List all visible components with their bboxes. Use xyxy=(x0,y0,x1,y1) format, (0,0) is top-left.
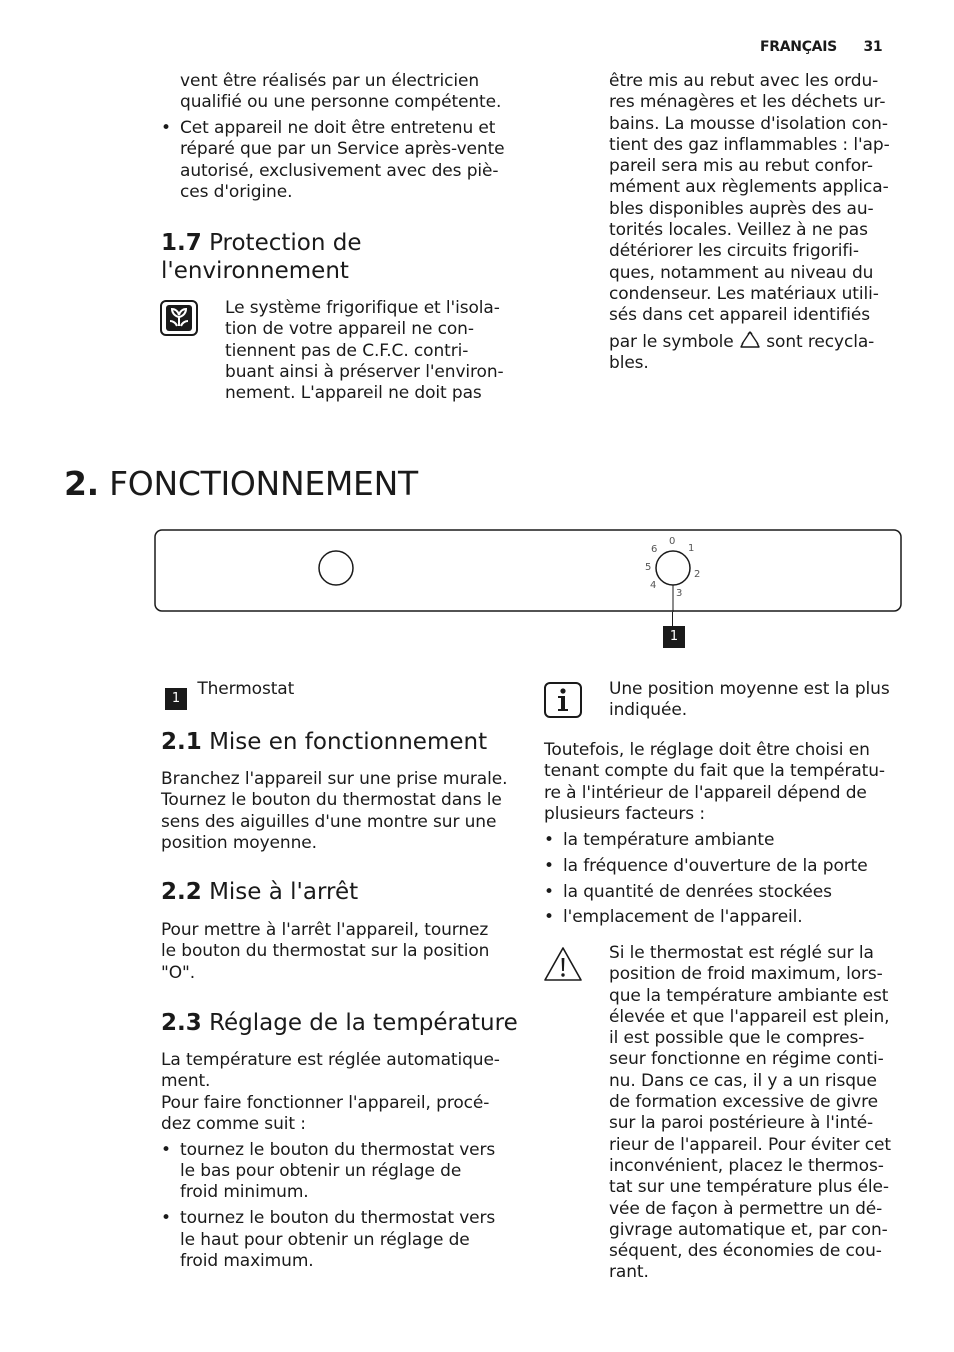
section-2-3-body xyxy=(161,1050,531,1272)
legend xyxy=(165,679,294,710)
section-2-3-heading xyxy=(161,1009,518,1037)
line-to-callout xyxy=(672,612,673,626)
section-2-2-text: Pour mettre à l'arrêt l'appareil, tournez le bouton du thermostat sur la position "O". xyxy=(161,920,490,983)
environment-recycle-icon xyxy=(160,300,198,336)
page-header xyxy=(760,39,882,55)
section-2-3-title: Réglage de la température xyxy=(209,1010,518,1036)
chapter-2-title: FONCTIONNEMENT xyxy=(109,464,418,503)
section-1-7-title: Protection de l'environnement xyxy=(161,230,362,284)
dial-number-6: 6 xyxy=(651,544,658,555)
dial-number-4: 4 xyxy=(650,580,657,591)
factors-list xyxy=(544,830,904,929)
section-2-2-title: Mise à l'arrêt xyxy=(209,879,359,905)
header-page-number: 31 xyxy=(863,39,883,55)
list-item: • l'emplacement de l'appareil. xyxy=(544,907,904,928)
section-1-7-heading xyxy=(161,229,361,285)
section-2-2-number: 2.2 xyxy=(161,879,202,905)
list-item: • la température ambiante xyxy=(544,830,904,851)
dial-number-3: 3 xyxy=(676,588,683,599)
recycle-icon xyxy=(739,330,761,350)
chapter-2-number: 2. xyxy=(64,464,99,503)
section-2-1-number: 2.1 xyxy=(161,729,202,755)
section-2-3-text: La température est réglée automatique- ment. Pour faire fonctionner l'appareil, procé- dez comme suit : xyxy=(161,1050,500,1134)
dial-number-5: 5 xyxy=(645,562,652,573)
list-item: • la fréquence d'ouverture de la porte xyxy=(544,856,904,877)
dial-number-2: 2 xyxy=(694,569,701,580)
dial-number-0: 0 xyxy=(669,536,676,547)
continued-paragraph: vent être réalisés par un électricien qualifié ou une personne compétente. xyxy=(180,71,502,113)
dial-number-1: 1 xyxy=(688,543,695,554)
right-main-block xyxy=(544,740,904,933)
section-2-1-text: Branchez l'appareil sur une prise murale. Tournez le bouton du thermostat dans le sens des aiguilles d'une montre sur une position moyenne. xyxy=(161,769,508,853)
legend-label: Thermostat xyxy=(197,679,295,699)
symbol-line-after: sont recycla- xyxy=(766,331,875,352)
section-2-3-number: 2.3 xyxy=(161,1010,202,1036)
diagram-callout-1: 1 xyxy=(663,626,685,648)
legend-number: 1 xyxy=(165,688,187,710)
section-2-2-heading xyxy=(161,878,358,906)
header-language: FRANÇAIS xyxy=(760,39,837,55)
info-icon xyxy=(544,682,582,718)
warning-note-text: Si le thermostat est réglé sur la position de froid maximum, lors- que la température ambiante est élevée et que l'appareil est plein, il est possible que le compres- seur fonctionne en régime conti- nu. Dans ce cas, il y a un risque de formation excessive de givre sur la paroi postérieure à l'inté- rieur de l'appareil. Pour éviter cet inconvénient, placez le thermos- tat sur une température plus éle- vée de façon à permettre un dé- givrage automatique et, par con- séquent, des économies de cou- rant. xyxy=(609,943,891,1283)
list-item: • la quantité de denrées stockées xyxy=(544,882,904,903)
right-top-text: être mis au rebut avec les ordu- res ménagères et les déchets ur- bains. La mousse d'isolation con- tient des gaz inflammables : l'ap- pareil sera mis au rebut confor- mément aux règlements applica- bles disponibles auprès des au- torités locales. Veillez à ne pas détériorer les circuits frigorifi- ques, notamment au niveau du condenseur. Les matériaux utili- sés dans cet appareil identifiés xyxy=(609,71,890,326)
right-top-block xyxy=(609,71,909,374)
chapter-2-heading xyxy=(64,462,418,506)
section-1-7-text: Le système frigorifique et l'isola- tion de votre appareil ne con- tiennent pas de C.F.C. contri- buant ainsi à préserver l'environ- nement. L'appareil ne doit pas xyxy=(225,298,504,404)
section-2-1-title: Mise en fonctionnement xyxy=(209,729,488,755)
list-item: • Cet appareil ne doit être entretenu et réparé que par un Service après-vente autorisé, exclusivement avec des piè- ces d'origine. xyxy=(161,118,521,203)
list-item: • tournez le bouton du thermostat vers le bas pour obtenir un réglage de froid minimum. xyxy=(161,1140,531,1204)
right-main-text: Toutefois, le réglage doit être choisi en tenant compte du fait que la températu- re à l'intérieur de l'appareil dépend de plusieurs facteurs : xyxy=(544,740,885,824)
recycle-symbol-line xyxy=(609,330,909,353)
control-panel-diagram xyxy=(154,529,902,612)
section-2-1-heading xyxy=(161,728,487,756)
warning-icon xyxy=(543,946,583,982)
symbol-line-before: par le symbole xyxy=(609,331,734,352)
right-top-text-end: bles. xyxy=(609,352,649,373)
info-note-text: Une position moyenne est la plus indiquée. xyxy=(609,679,890,721)
list-item: • tournez le bouton du thermostat vers le haut pour obtenir un réglage de froid maximum. xyxy=(161,1208,531,1272)
left-top-block xyxy=(161,71,521,203)
section-1-7-number: 1.7 xyxy=(161,230,202,256)
